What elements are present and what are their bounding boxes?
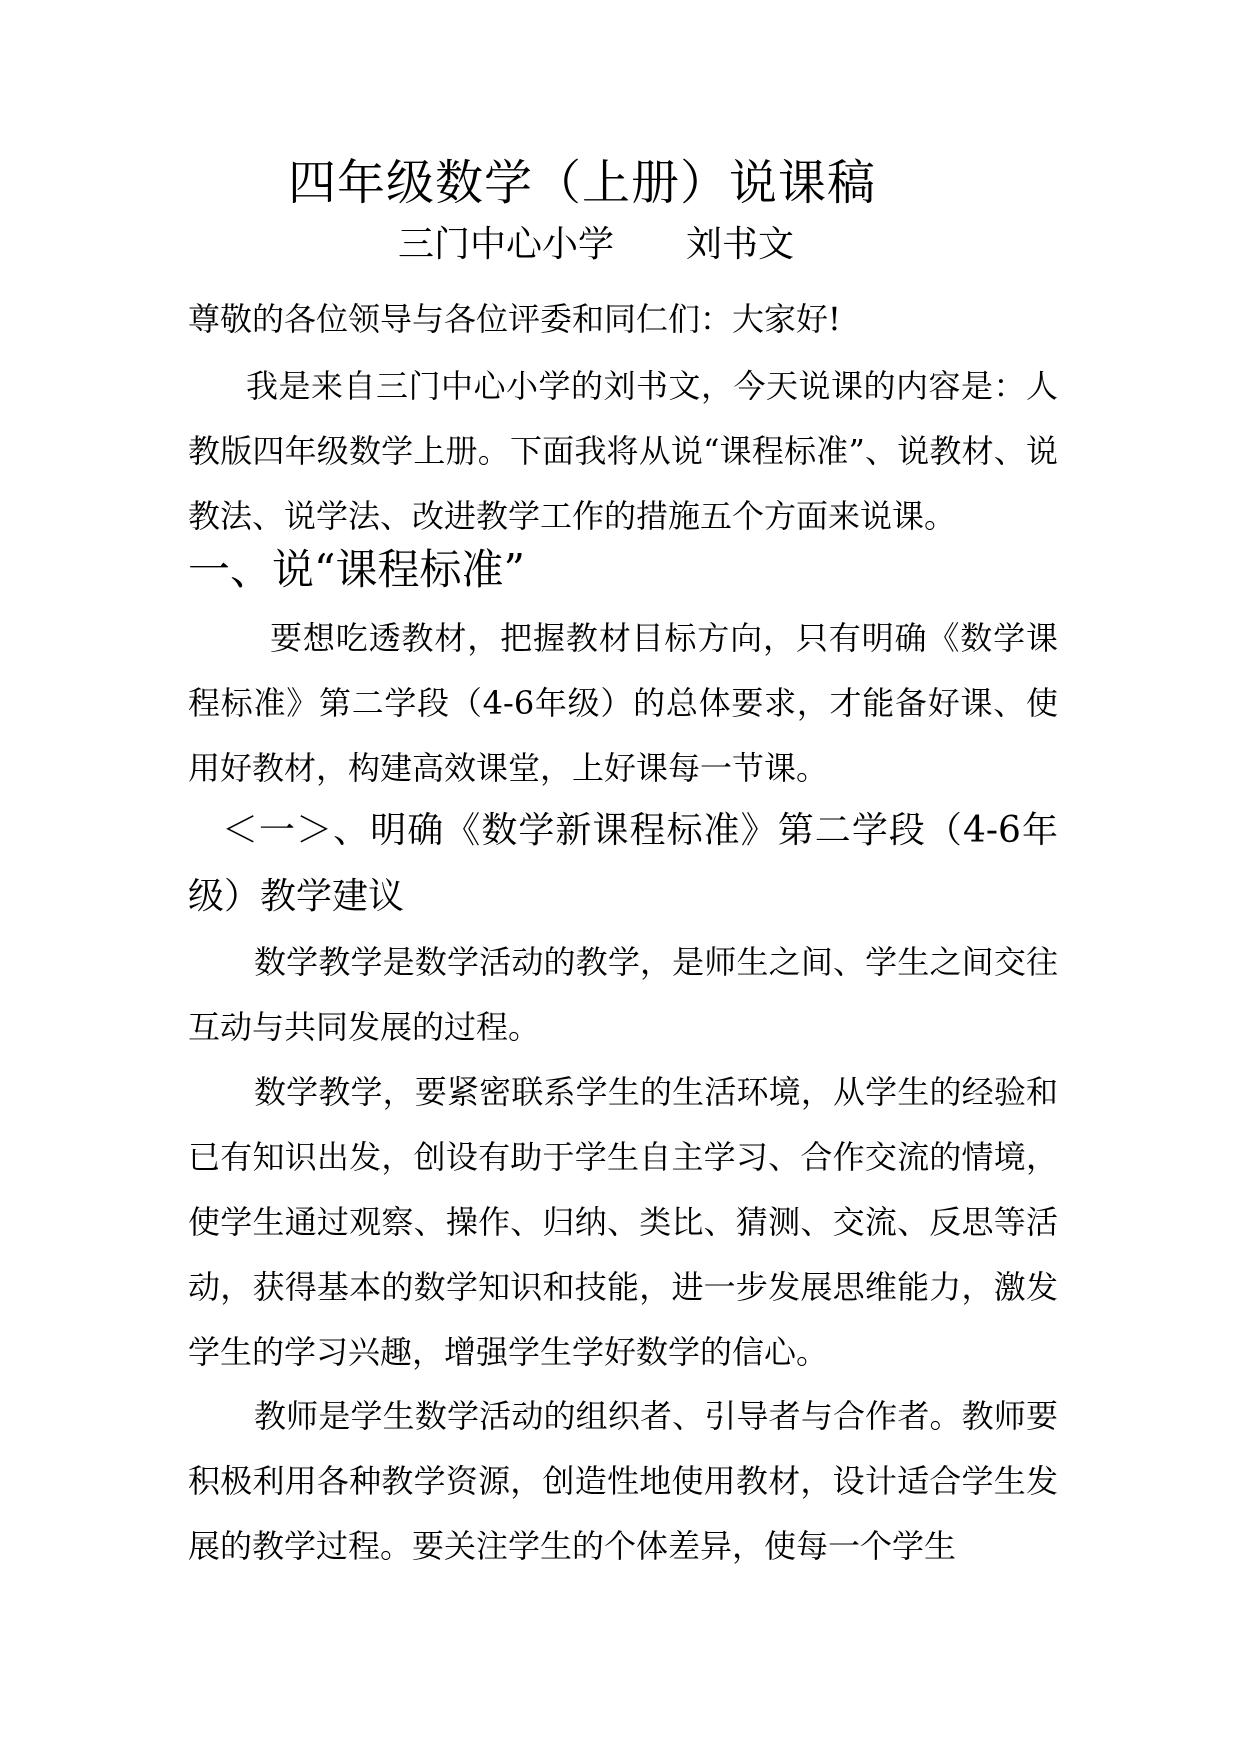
section-heading-curriculum-standard: 一、说“课程标准” <box>188 545 525 594</box>
body-paragraph: 数学教学是数学活动的教学，是师生之间、学生之间交往互动与共同发展的过程。 <box>188 943 1058 1046</box>
body-paragraph: 数学教学，要紧密联系学生的生活环境，从学生的经验和已有知识出发，创设有助于学生自主学习、合作交流的情境，使学生通过观察、操作、归纳、类比、猜测、交流、反思等活动，获得基本的数学知识和技能，进一步发展思维能力，激发学生的学习兴趣，增强学生学好数学的信心。 <box>188 1073 1058 1371</box>
section-paragraph: 要想吃透教材，把握教材目标方向，只有明确《数学课程标准》第二学段（4-6年级）的总体要求，才能备好课、使用好教材，构建高效课堂，上好课每一节课。 <box>188 619 1058 787</box>
body-paragraph: 教师是学生数学活动的组织者、引导者与合作者。教师要积极利用各种教学资源，创造性地使用教材，设计适合学生发展的教学过程。要关注学生的个体差异，使每一个学生 <box>188 1397 1058 1565</box>
author-byline: 三门中心小学 刘书文 <box>398 224 795 265</box>
subsection-heading-teaching-suggestions: ＜一＞、明确《数学新课程标准》第二学段（4-6年级）教学建议 <box>188 810 1058 917</box>
intro-paragraph: 我是来自三门中心小学的刘书文，今天说课的内容是：人教版四年级数学上册。下面我将从说“课程标准”、说教材、说教法、说学法、改进教学工作的措施五个方面来说课。 <box>188 367 1058 535</box>
greeting-line: 尊敬的各位领导与各位评委和同仁们：大家好! <box>188 300 841 338</box>
document-title: 四年级数学（上册）说课稿 <box>288 155 877 211</box>
